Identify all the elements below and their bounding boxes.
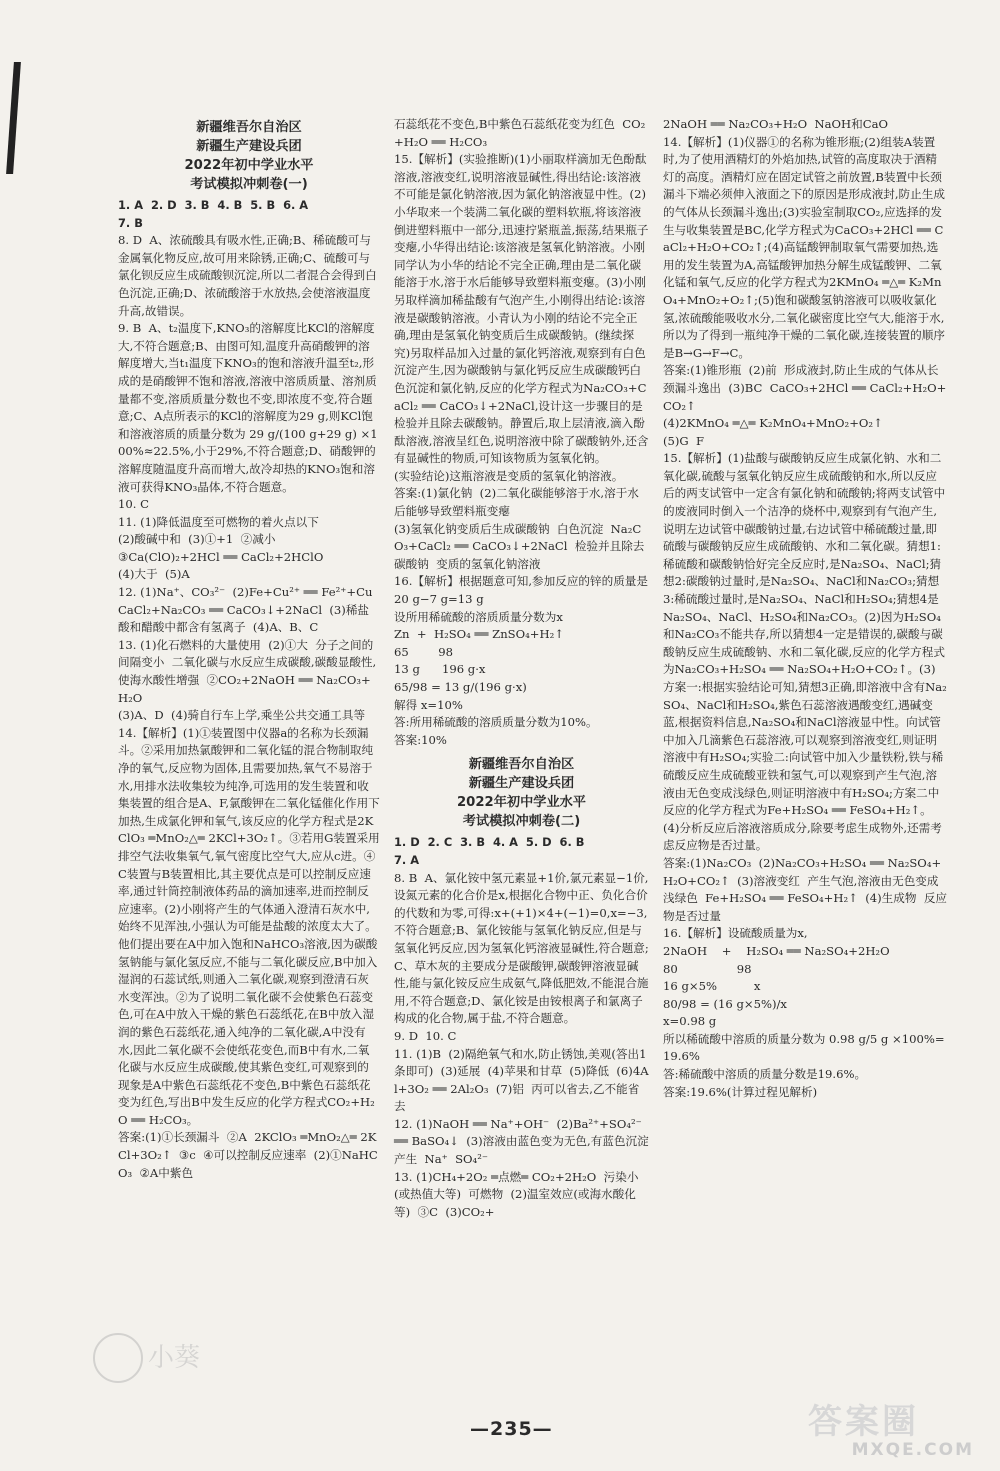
multiple-choice-answers-2: 1. D 2. C 3. B 4. A 5. D 6. B 7. A (394, 835, 585, 867)
exam-title-line: 2022年初中学业水平 (456, 795, 586, 811)
exam-title-1 (118, 118, 380, 194)
page-number: —235— (470, 1418, 553, 1440)
solutions-text-1-cont: 石蕊纸花不变色,B中紫色石蕊纸花变为红色 CO₂+H₂O ══ H₂CO₃ 15.【解析】(实验推断)(1)小丽取样滴加无色酚酞溶液,溶液变红,说明溶液显碱性,得出结论:该溶液不可能是氯化钠溶液,因为氯化钠溶液显中性。(2)小华取来一个装满二氧化碳的塑料软瓶,将该溶液倒进塑料瓶中一部分,迅速拧紧瓶盖,振荡,结果瓶子变瘪,小华得出结论:该溶液是氢氧化钠溶液。小刚同学认为小华的结论不完全正确,理由是二氧化碳能溶于水,溶于水后能够导致塑料瓶变瘪。(3)小刚另取样滴加稀盐酸有气泡产生,小刚得出结论:该溶液是碳酸钠溶液。小青认为小刚的结论不完全正确,理由是氢氧化钠变质后生成碳酸钠。(继续探究)另取样品加入过量的氯化钙溶液,观察到有白色沉淀产生,因为碳酸钠与氯化钙反应生成碳酸钙白色沉淀和氯化钠,反应的化学方程式为Na₂CO₃+CaCl₂ ══ CaCO₃↓+2NaCl,设计这一步骤目的是检验并且除去碳酸钠。静置后,取上层清液,滴入酚酞溶液,溶液呈红色,说明溶液中除了碳酸钠外,还含有显碱性的物质,可知该物质为氢氧化钠。 (实验结论)这瓶溶液是变质的氢氧化钠溶液。 答案:(1)氯化钠 (2)二氧化碳能够溶于水,溶于水后能够导致塑料瓶变瘪 (3)氢氧化钠变质后生成碳酸钠 白色沉淀 Na₂CO₃+CaCl₂ ══ CaCO₃↓+2NaCl 检验并且除去碳酸钠 变质的氢氧化钠溶液 16.【解析】根据题意可知,参加反应的锌的质量是20 g−7 g=13 g 设所用稀硫酸的溶质质量分数为x Zn + H₂SO₄ ══ ZnSO₄+H₂↑ 65 98 13 g 196 g·x 65/98 = 13 g/(196 g·x) 解得 x=10% 答:所用稀硫酸的溶质质量分数为10%。 答案:10% (394, 117, 649, 747)
logo-text: 小葵 (148, 1343, 201, 1373)
exam-title-line: 新疆生产建设兵团 (468, 776, 575, 792)
multiple-choice-answers-1: 1. A 2. D 3. B 4. B 5. B 6. A 7. B (118, 198, 309, 230)
exam-title-line: 2022年初中学业水平 (184, 158, 314, 173)
exam-title-line: 考试模拟冲刺卷(一) (190, 177, 308, 192)
exam-title-line: 新疆生产建设兵团 (196, 139, 302, 154)
column-right (663, 116, 947, 1101)
column-left (118, 112, 380, 1182)
watermark-url: MXQE.COM (851, 1440, 974, 1460)
exam-title-line: 新疆维吾尔自治区 (468, 757, 575, 773)
site-watermark (808, 1404, 988, 1466)
solutions-text-1: 8. D A、浓硫酸具有吸水性,正确;B、稀硫酸可与金属氧化物反应,故可用来除锈,正确;C、硫酸可与氯化钡反应生成硫酸钡沉淀,所以二者混合会得到白色沉淀,正确;D、浓硫酸溶于水放热,会使溶液温度升高,故错误。 9. B A、t₂温度下,KNO₃的溶解度比KCl的溶解度大,不符合题意;B、由图可知,温度升高硝酸钾的溶解度增大,当t₁温度下KNO₃的饱和溶液升温至t₂,形成的是硝酸钾不饱和溶液,溶液中溶质质量、溶剂质量都不变,溶质质量分数也不变,即浓度不变,符合题意;C、A点所表示的KCl的溶解度为29 g,则KCl饱和溶液溶质的质量分数为 29 g/(100 g+29 g) ×100%≈22.5%,小于29%,不符合题意;D、硝酸钾的溶解度随温度升高而增大,故冷却热的KNO₃饱和溶液可获得KNO₃晶体,不符合题意。 10. C 11. (1)降低温度至可燃物的着火点以下 (2)酸碱中和 (3)①+1 ②减小 ③Ca(ClO)₂+2HCl ══ CaCl₂+2HClO (4)大于 (5)A 12. (1)Na⁺、CO₃²⁻ (2)Fe+Cu²⁺ ══ Fe²⁺+Cu CaCl₂+Na₂CO₃ ══ CaCO₃↓+2NaCl (3)稀盐酸和醋酸中都含有氢离子 (4)A、B、C 13. (1)化石燃料的大量使用 (2)①大 分子之间的间隔变小 二氧化碳与水反应生成碳酸,碳酸显酸性,使海水酸性增强 ②CO₂+2NaOH ══ Na₂CO₃+H₂O (3)A、D (4)骑自行车上学,乘坐公共交通工具等 14.【解析】(1)①装置图中仪器a的名称为长颈漏斗。②采用加热氯酸钾和二氧化锰的混合物制取纯净的氧气,反应物为固体,且需要加热,氧气不易溶于水,用排水法收集较为纯净,可选用的发生装置和收集装置的组合是A、F,氯酸钾在二氧化锰催化作用下加热,生成氯化钾和氧气,该反应的化学方程式是2KClO₃ ═MnO₂△═ 2KCl+3O₂↑。③若用G装置采用排空气法收集氧气,氧气密度比空气大,应从c进。④C装置与B装置相比,其主要优点是可以控制反应速率,通过针筒控制液体药品的滴加速率,进而控制反应速率。(2)小刚将产生的气体通入澄清石灰水中,始终不见浑浊,小强认为可能是盐酸的浓度太大了。他们提出要在A中加入饱和NaHCO₃溶液,因为碳酸氢钠能与氯化氢反应,不能与二氧化碳反应,B中加入湿润的石蕊试纸,则通入二氧化碳,观察到澄清石灰水变浑浊。②为了说明二氧化碳不会使紫色石蕊变色,可在A中放入干燥的紫色石蕊纸花,在B中放入湿润的紫色石蕊纸花,通入纯净的二氧化碳,A中没有水,因此二氧化碳不会使纸花变色,而B中有水,二氧化碳与水反应生成碳酸,使其紫色变红,可观察到的现象是A中紫色石蕊纸花不变色,B中紫色石蕊纸花变为红色,写出B中发生反应的化学方程式CO₂+H₂O ══ H₂CO₃。 答案:(1)①长颈漏斗 ②A 2KClO₃ ═MnO₂△═ 2KCl+3O₂↑ ③c ④可以控制反应速率 (2)①NaHCO₃ ②A中紫色 (118, 233, 380, 1180)
exam-title-line: 新疆维吾尔自治区 (196, 120, 302, 135)
solutions-text-2: 8. B A、氯化铵中氢元素显+1价,氯元素显−1价,设氮元素的化合价是x,根据化合物中正、负化合价的代数和为零,可得:x+(+1)×4+(−1)=0,x=−3,不符合题意;B、氯化铵能与氢氧化钠反应,但是与氢氧化钙反应,因为氢氧化钙溶液显碱性,符合题意;C、草木灰的主要成分是碳酸钾,碳酸钾溶液显碱性,能与氯化铵反应生成氨气,降低肥效,不能混合施用,不符合题意;D、氯化铵是由铵根离子和氯离子构成的化合物,属于盐,不符合题意。 9. D 10. C 11. (1)B (2)隔绝氧气和水,防止锈蚀,美观(答出1条即可) (3)延展 (4)苹果和甘草 (5)降低 (6)4Al+3O₂ ══ 2Al₂O₃ (7)铝 丙可以省去,乙不能省去 12. (1)NaOH ══ Na⁺+OH⁻ (2)Ba²⁺+SO₄²⁻ ══ BaSO₄↓ (3)溶液由蓝色变为无色,有蓝色沉淀产生 Na⁺ SO₄²⁻ 13. (1)CH₄+2O₂ ═点燃═ CO₂+2H₂O 污染小(或热值大等) 可燃物 (2)温室效应(或海水酸化等) ③C (3)CO₂+ (394, 870, 649, 1219)
exam-title-line: 考试模拟冲刺卷(二) (462, 814, 581, 830)
solutions-text-2-cont: 2NaOH ══ Na₂CO₃+H₂O NaOH和CaO 14.【解析】(1)仪器①的名称为锥形瓶;(2)组装A装置时,为了使用酒精灯的外焰加热,试管的高度取决于酒精灯的高度。酒精灯应在固定试管之前放置,B装置中长颈漏斗下端必须伸入液面之下的原因是形成液封,防止生成的气体从长颈漏斗逸出;(3)实验室制取CO₂,应选择的发生与收集装置是BC,化学方程式为CaCO₃+2HCl ══ CaCl₂+H₂O+CO₂↑;(4)高锰酸钾制取氧气需要加热,选用的发生装置为A,高锰酸钾加热分解生成锰酸钾、二氧化锰和氧气,反应的化学方程式为2KMnO₄ ═△═ K₂MnO₄+MnO₂+O₂↑;(5)饱和碳酸氢钠溶液可以吸收氯化氢,浓硫酸能吸收水分,二氧化碳密度比空气大,能溶于水,所以为了得到一瓶纯净干燥的二氧化碳,连接装置的顺序是B→G→F→C。 答案:(1)锥形瓶 (2)前 形成液封,防止生成的气体从长颈漏斗逸出 (3)BC CaCO₃+2HCl ══ CaCl₂+H₂O+CO₂↑ (4)2KMnO₄ ═△═ K₂MnO₄+MnO₂+O₂↑ (5)G F 15.【解析】(1)盐酸与碳酸钠反应生成氯化钠、水和二氧化碳,硫酸与氢氧化钠反应生成硫酸钠和水,所以反应后的两支试管中一定含有氯化钠和硫酸钠;将两支试管中的废液同时倒入一个洁净的烧杯中,观察到有气泡产生,说明左边试管中碳酸钠过量,右边试管中稀硫酸过量,即硫酸与碳酸钠反应生成硫酸钠、水和二氧化碳。猜想1:稀硫酸和碳酸钠恰好完全反应时,是Na₂SO₄、NaCl;猜想2:碳酸钠过量时,是Na₂SO₄、NaCl和Na₂CO₃;猜想3:稀硫酸过量时,是Na₂SO₄、NaCl和H₂SO₄;猜想4是Na₂SO₄、NaCl、H₂SO₄和Na₂CO₃。(2)因为H₂SO₄和Na₂CO₃不能共存,所以猜想4一定是错误的,碳酸与碳酸钠反应生成硫酸钠、水和二氧化碳,反应的化学方程式为Na₂CO₃+H₂SO₄ ══ Na₂SO₄+H₂O+CO₂↑。(3)方案一:根据实验结论可知,猜想3正确,即溶液中含有Na₂SO₄、NaCl和H₂SO₄,紫色石蕊溶液遇酸变红,遇碱变蓝,根据资料信息,Na₂SO₄和NaCl溶液显中性。向试管中加入几滴紫色石蕊溶液,可以观察到溶液变红,则证明溶液中有H₂SO₄;实验二:向试管中加入少量铁粉,铁与稀硫酸反应生成硫酸亚铁和氢气,可以观察到产生气泡,溶液由无色变成浅绿色,则证明溶液中有H₂SO₄;方案二中反应的化学方程式为Fe+H₂SO₄ ══ FeSO₄+H₂↑。(4)分析反应后溶液溶质成分,除要考虑生成物外,还需考虑反应物是否过量。 答案:(1)Na₂CO₃ (2)Na₂CO₃+H₂SO₄ ══ Na₂SO₄+H₂O+CO₂↑ (3)溶液变红 产生气泡,溶液由无色变成浅绿色 Fe+H₂SO₄ ══ FeSO₄+H₂↑ (4)生成物 反应物是否过量 16.【解析】设硫酸质量为x, 2NaOH + H₂SO₄ ══ Na₂SO₄+2H₂O 80 98 16 g×5% x 80/98 = (16 g×5%)/x x=0.98 g 所以稀硫酸中溶质的质量分数为 0.98 g/5 g ×100%=19.6% 答:稀硫酸中溶质的质量分数是19.6%。 答案:19.6%(计算过程见解析) (663, 117, 948, 1099)
binding-edge-mark (6, 62, 21, 174)
faint-logo-watermark (88, 1318, 238, 1392)
exam-title-2 (394, 755, 649, 831)
watermark-title: 答案圈 (808, 1402, 919, 1442)
column-middle (394, 116, 649, 1221)
